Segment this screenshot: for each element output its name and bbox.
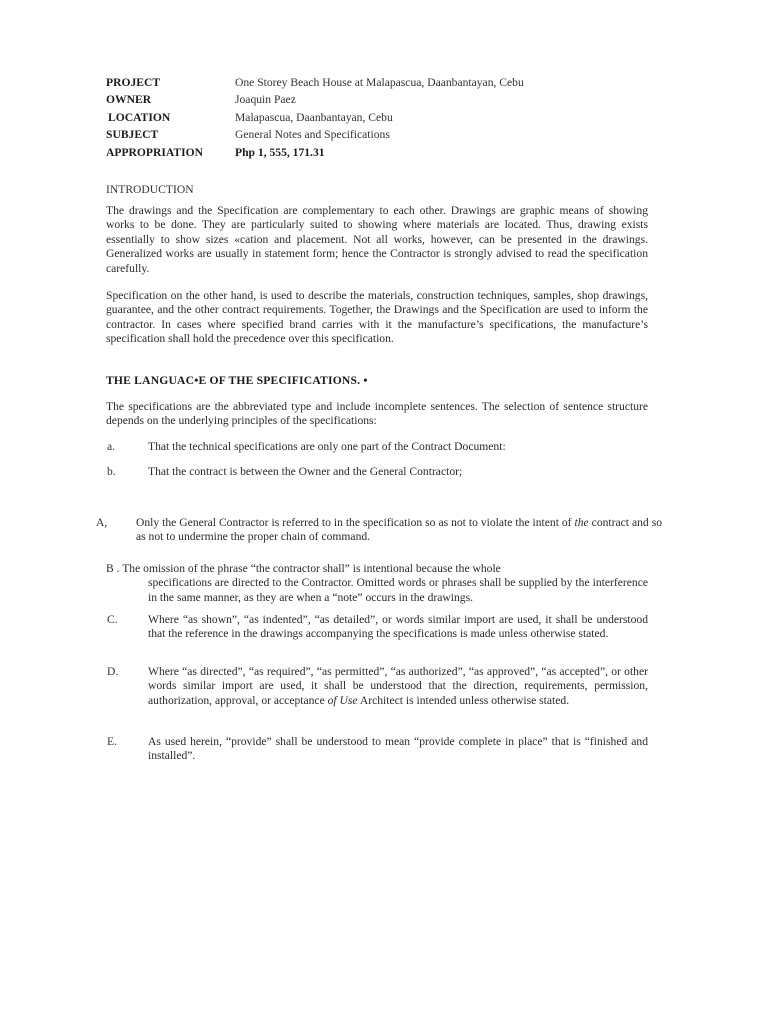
header-value: One Storey Beach House at Malapascua, Daanbantayan, Cebu: [235, 75, 524, 89]
list-item: [107, 440, 506, 454]
list-marker: A,: [96, 516, 108, 529]
text-run: Where “as directed”, “as required”, “as permitted”, “as authorized”, “as approved”, “as accepted”, or other words similar import are used, it shall be understood that the direction, requirements, permission, authorization, approval, or acceptance: [148, 665, 648, 707]
header-row-appropriation: [106, 144, 524, 162]
header-value: Malapascua, Daanbantayan, Cebu: [235, 110, 393, 124]
list-marker: b.: [107, 465, 116, 478]
header-value: Joaquin Paez: [235, 93, 296, 107]
list-item-text: As used herein, “provide” shall be understood to mean “provide complete in place” that is “finished and installed”.: [148, 735, 648, 763]
header-label: APPROPRIATION: [106, 145, 204, 159]
text-run: specifications are directed to the Contractor. Omitted words or phrases shall be supplied by the interference in the same manner, as they are when a “note” occurs in the drawings.: [148, 576, 648, 604]
section-heading-language: THE LANGUAC•E OF THE SPECIFICATIONS. •: [106, 374, 368, 387]
list-item-text: Where “as shown”, “as indented”, “as detailed”, or words similar import are used, it shall be understood that the reference in the drawings accompanying the specifications is made unless otherwise stated.: [148, 613, 648, 641]
list-item-text: [148, 665, 648, 708]
list-item-text: [106, 562, 648, 605]
header-label: SUBJECT: [106, 128, 159, 142]
list-item: [96, 516, 662, 545]
project-header-table: [106, 74, 524, 162]
header-row-location: [106, 109, 524, 127]
header-label: PROJECT: [106, 75, 161, 89]
section-heading-introduction: INTRODUCTION: [106, 183, 194, 196]
text-run: contract and so as not to undermine the proper chain of command.: [136, 516, 663, 544]
header-label: OWNER: [106, 93, 152, 107]
paragraph: The specifications are the abbreviated type and include incomplete sentences. The selection of sentence structure depends on the underlying principles of the specifications:: [106, 400, 648, 428]
paragraph: Specification on the other hand, is used to describe the materials, construction techniques, samples, shop drawings, guarantee, and the other contract requirements. Together, the Drawings and the Specification are used to inform the contractor. In cases where specified brand carries with it the manufacture’s specifications, the manufacture’s specification shall hold the precedence over this specification.: [106, 289, 648, 346]
header-value: General Notes and Specifications: [235, 128, 390, 142]
list-marker: C.: [107, 613, 118, 626]
list-item-text: That the technical specifications are only one part of the Contract Document:: [148, 440, 506, 453]
list-item: [106, 562, 648, 605]
paragraph: The drawings and the Specification are complementary to each other. Drawings are graphic means of showing works to be done. They are particularly suited to showing where materials are located. Thus, drawing exists essentially to show sizes «cation and placement. Not all works, however, can be presented in the drawings. Generalized works are usually in statement form; hence the Contractor is strongly advised to read the specification carefully.: [106, 204, 648, 275]
list-item: [107, 665, 648, 708]
list-item: [107, 735, 648, 764]
italic-run: of Use: [327, 693, 358, 707]
header-row-subject: [106, 127, 524, 145]
list-item-text: [136, 516, 662, 545]
text-run: Architect is intended unless otherwise stated.: [357, 693, 570, 707]
list-item: [107, 465, 462, 479]
header-row-owner: [106, 92, 524, 110]
list-item-text: That the contract is between the Owner and the General Contractor;: [148, 465, 463, 478]
italic-run: the: [574, 516, 589, 529]
header-label: LOCATION: [108, 110, 171, 124]
list-marker: a.: [107, 440, 116, 453]
text-run: B . The omission of the phrase “the contractor shall” is intentional because the whole: [106, 562, 501, 575]
list-marker: E.: [107, 735, 117, 748]
header-row-project: [106, 74, 524, 92]
text-run: Only the General Contractor is referred to in the specification so as not to violate the intent of: [136, 516, 575, 529]
list-item: [107, 613, 648, 642]
list-marker: D.: [107, 665, 119, 678]
header-value: Php 1, 555, 171.31: [235, 145, 325, 159]
